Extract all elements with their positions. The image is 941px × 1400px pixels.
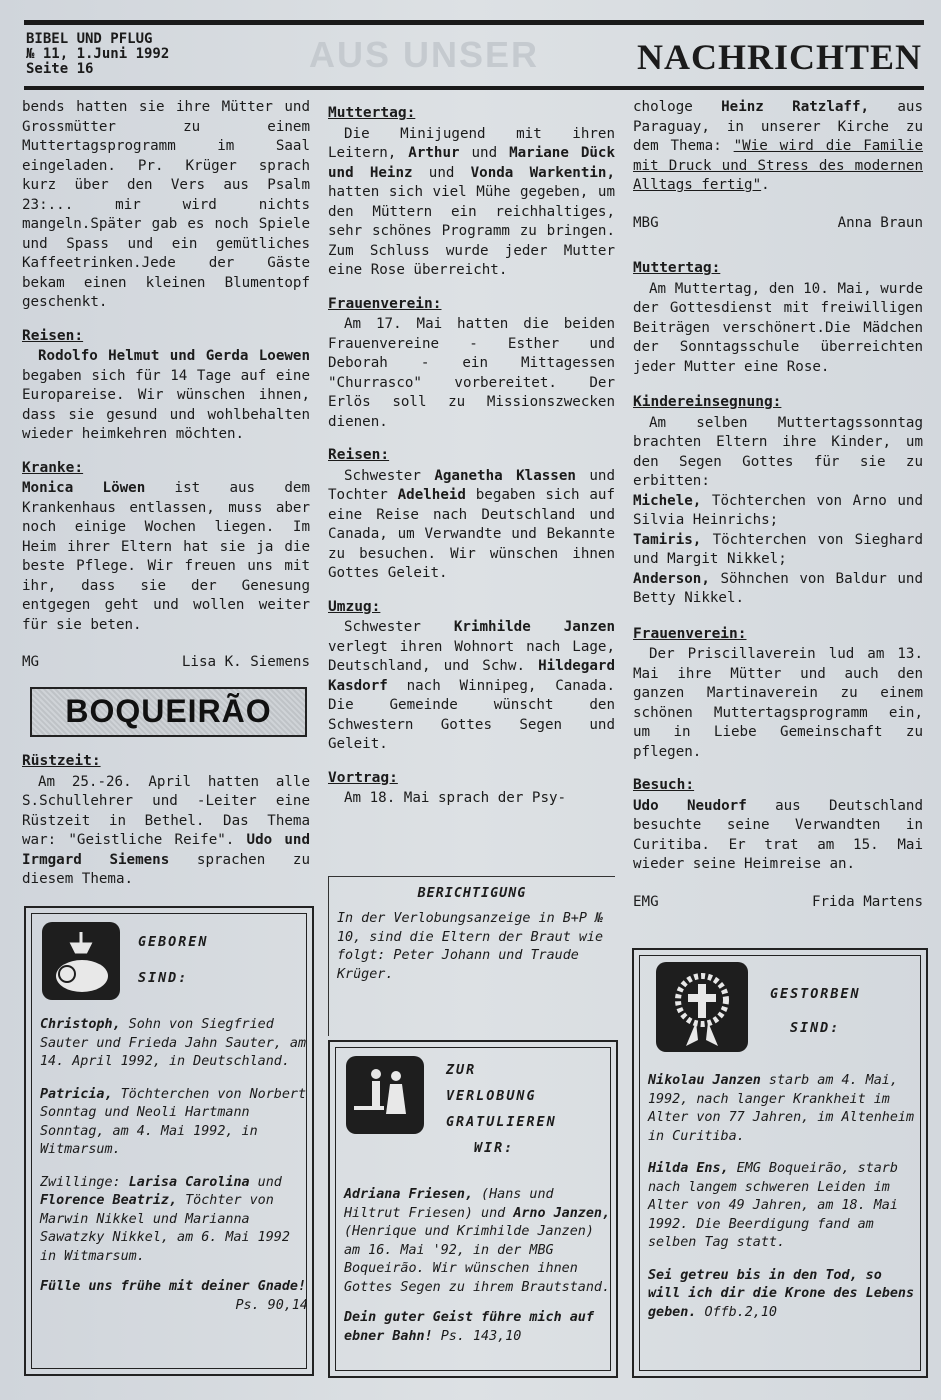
vortrag-paragraph: Am 18. Mai sprach der Psy- [344,790,567,806]
name-fragment: Aganetha Klassen [434,467,576,484]
boqueirao-banner [30,687,307,737]
section-heading-frauenverein: Frauenverein: [328,295,442,312]
death-text: starb am 4. Mai, 1992, nach langer Krankheit im Alter von 77 Jahren, im Altenheim in Curitiba. [648,1073,915,1144]
berichtigung-heading: BERICHTIGUNG [417,886,527,901]
name-fragment: Arthur [408,145,460,161]
birth-text: Sohn von Siegfried Sauter und Frieda Jahn Sauter, am 14. April 1992, in Deutschland. [40,1017,307,1069]
column-1 [22,98,310,673]
name-fragment: Udo Neudorf [633,797,747,814]
masthead-meta [26,32,169,77]
umzug-paragraph [328,618,615,755]
text-fragment: Die Minijugend mit ihren Leitern, [328,125,615,161]
text-fragment: aus Deutschland besuchte seine Verwandten in Curitiba. Er trat am 15. Mai wieder seine Heimreise an. [633,797,923,872]
rustzeit-text: Am 25.-26. April hatten alle S.Schullehrer und -Leiter eine Rüstzeit in Bethel. Das Thema war: "Geistliche Reife". [22,773,310,848]
rustzeit-end: sprachen zu diesem Thema. [22,851,310,887]
name-fragment: Hildegard Kasdorf [328,658,615,694]
signature-author: Frida Martens [811,893,923,910]
signature-2 [633,214,923,234]
section-heading-besuch: Besuch: [633,777,695,793]
child-name: Florence Beatriz, [40,1193,178,1208]
rustzeit-paragraph [22,773,310,890]
verse-reference: Ps. 143,10 [440,1328,522,1344]
section-heading-muttertag-2: Muttertag: [633,260,721,276]
birth-text: Töchterchen von Norbert Sonntag und Neoli Hartmann Sonntag, am 4. Mai 1992, in Witmarsum. [40,1086,307,1157]
child-name: Patricia, [40,1086,113,1102]
child-name: Michele, [633,492,702,509]
reisen-paragraph [22,347,310,445]
person-name: Arno Janzen, [513,1205,611,1221]
text-fragment: begaben sich auf eine Reise nach Deutschland und Canada, um Verwandte und Bekannte zu besuchen. Wir wünschen ihnen Gottes Geleit. [328,487,615,581]
signature-3 [633,893,923,913]
frauenverein-2-paragraph: Der Priscillaverein lud am 13. Mai ihre Mütter und auch den ganzen Martinaverein zu einem schönen Muttertagsprogramm ein, um in Liebe Gemeinschaft zu pflegen. [633,646,923,760]
column-2 [328,104,615,809]
masthead-top-rule [24,20,924,25]
verlobung-verse [344,1309,612,1346]
gestorben-box-inner [639,955,921,1371]
birth-text: und [249,1174,282,1190]
rustzeit-names: Udo und Irmgard Siemens [22,832,311,868]
engagement-text: (Henrique und Krimhilde Janzen) am 16. Mai '92, in der MBG Boqueirão. Wir wünschen ihnen Gottes Segen zu ihrem Brautstand. [344,1224,611,1295]
masthead [24,20,924,94]
text-fragment: . [761,177,770,193]
child-name: Anderson, [633,570,710,587]
child-entry [633,570,923,609]
child-entry [633,492,923,531]
death-entry [648,1160,920,1253]
verlobung-heading-1: ZUR [446,1063,477,1078]
person-name: Hilda Ens, [648,1161,729,1176]
geboren-verse [40,1278,308,1313]
section-heading-reisen: Reisen: [22,327,84,344]
name-fragment: Heinz Ratzlaff, [721,99,870,115]
intro-paragraph: bends hatten sie ihre Mütter und Grossmütter zu einem Muttertagsprogramm im Saal eingeladen. Pr. Krüger sprach kurz über den Vers aus Psalm 23:... mir wird nichts mangeln.Später gab es noch Spiele und Spass und ein gemütliches Kaffeetrinken.Jede der Gäste bekam einen kleinen Blumentopf geschenkt. [22,99,310,310]
signature-author: Lisa K. Siemens [181,654,310,670]
child-text: Söhnchen von Baldur und Betty Nikkel. [633,570,923,606]
verse-text: Sei getreu bis in den Tod, so will ich dir die Krone des Lebens geben. [648,1267,915,1320]
name-fragment: Mariane Dück und Heinz [328,145,616,181]
text-fragment: hatten sich viel Mühe gegeben, um den Müttern ein reichhaltiges, sehr schönes Programm zu bringen. Zum Schluss wurde jeder Mutter eine Rose überreicht. [328,184,615,278]
section-title: NACHRICHTEN [636,37,922,77]
section-heading-kindereinsegnung: Kindereinsegnung: [633,394,782,410]
verse-text: Fülle uns frühe mit deiner Gnade! [40,1279,307,1294]
child-text: Töchterchen von Sieghard und Margit Nikkel; [633,531,923,567]
section-heading-muttertag: Muttertag: [328,105,416,121]
gestorben-verse [648,1267,920,1323]
couple-icon [346,1056,424,1134]
text-fragment: und [412,164,471,181]
name-fragment: Krimhilde Janzen [453,619,615,635]
lecture-title: "Wie wird die Familie mit Druck und Stress des modernen Alltags fertig" [633,138,923,193]
section-heading-rustzeit: Rüstzeit: [22,753,101,769]
verlobung-heading-2: VERLOBUNG [446,1089,537,1104]
berichtigung-box [328,876,615,1036]
gestorben-entries [648,1072,920,1322]
birth-text: Töchter von Marwin Nikkel und Marianna Sawatzky Nikkel, am 6. Mai 1992 in Witmarsum. [40,1193,290,1264]
banner-title: BOQUEIRÃO [65,693,272,729]
signature-1 [22,653,310,673]
vortrag-continued [633,98,923,196]
signature-author: Anna Braun [837,214,923,231]
muttertag-paragraph [328,125,615,281]
text-fragment: und [459,145,510,161]
ghost-title: AUS UNSER [309,34,540,75]
section-heading-frauenverein-2: Frauenverein: [633,625,747,642]
child-name: Christoph, [40,1017,121,1032]
verse-reference: Offb.2,10 [704,1304,777,1320]
geboren-heading-2: SIND: [138,971,189,986]
child-name: Tamiris, [633,531,702,548]
verlobung-heading-4: WIR: [474,1141,515,1156]
birth-entry [40,1086,308,1160]
reisen-text: begaben sich für 14 Tage auf eine Europareise. Wir wünschen ihnen, dass sie gesund und wohlbehalten wieder heimkehren möchten. [22,367,310,442]
page-number: Seite 16 [26,61,94,77]
reisen-2-paragraph [328,467,615,584]
text-fragment: nach Winnipeg, Canada. Die Gemeinde wünscht den Schwestern Gottes Segen und Geleit. [328,677,615,752]
column-3 [633,98,923,912]
reisen-names: Rodolfo Helmut und Gerda Loewen [38,348,310,364]
name-fragment: Adelheid [397,487,466,503]
child-text: Töchterchen von Arno und Silvia Heinrichs; [633,492,923,528]
baby-icon [42,922,120,1000]
text-fragment: verlegt ihren Wohnort nach Lage, Deutschland, und Schw. [328,638,615,674]
frauenverein-paragraph: Am 17. Mai hatten die beiden Frauenvereine - Esther und Deborah - ein Mittagessen "Churrasco" vorbereitet. Der Erlös soll zu Missionszwecken dienen. [328,316,615,430]
signature-church: MG [22,654,40,670]
signature-church: MBG [633,214,659,231]
name-fragment: Vonda Warkentin, [470,164,615,181]
birth-entry [40,1016,308,1072]
verlobung-box-inner [335,1047,611,1371]
death-entry [648,1072,920,1146]
besuch-paragraph [633,797,923,875]
verlobung-entries [344,1186,612,1346]
kranke-text: ist aus dem Krankenhaus entlassen, muss aber noch einige Wochen liegen. Im Heim ihrer Eltern hat sie ja die beste Pflege. Wir freuen uns mit ihr, dass sie der Genesung entgegen geht und wollen weiter für sie beten. [22,480,310,633]
section-heading-umzug: Umzug: [328,598,381,615]
section-heading-vortrag: Vortrag: [328,769,398,786]
column-1-lower [22,752,310,890]
text-fragment: Schwester [344,619,454,635]
issue-number: № 11, 1.Juni 1992 [26,46,170,62]
publication-name: BIBEL UND PFLUG [26,31,153,47]
masthead-bottom-rule [24,86,924,90]
child-name: Larisa Carolina [128,1174,250,1190]
kranke-name: Monica Löwen [22,480,146,496]
gestorben-heading: GESTORBEN [770,987,861,1002]
verse-reference: Ps. 90,14 [235,1297,308,1313]
geboren-heading: GEBOREN [138,935,209,950]
verse-text: Dein guter Geist führe mich auf ebner Bahn! [344,1310,594,1344]
muttertag-2-paragraph: Am Muttertag, den 10. Mai, wurde der Gottesdienst mit freiwilligen Beiträgen verschönert.Die Mädchen der Sonntagsschule überreichten jeder Mutter eine Rose. [633,280,923,375]
child-entry [633,531,923,570]
berichtigung-text: In der Verlobungsanzeige in B+P № 10, sind die Eltern der Braut wie folgt: Peter Johann und Traude Krüger. [337,910,604,983]
text-fragment: und Tochter [328,467,615,503]
birth-text: Zwillinge: [40,1174,129,1190]
section-heading-kranke: Kranke: [22,459,84,476]
wreath-cross-icon [656,962,748,1052]
verlobung-box [328,1040,618,1378]
text-fragment: aus Paraguay, in unserer Kirche zu dem Thema: [633,99,923,154]
geboren-box [24,906,314,1376]
kindereinsegnung-paragraph: Am selben Muttertagssonntag brachten Eltern ihre Kinder, um den Segen Gottes für sie zu erbitten: [633,414,923,489]
text-fragment: chologe [633,99,722,115]
kranke-paragraph [22,479,310,635]
text-fragment: Schwester [344,467,435,484]
birth-entry [40,1174,308,1267]
person-name: Adriana Friesen, [344,1187,473,1202]
section-heading-reisen-2: Reisen: [328,447,390,463]
signature-church: EMG [633,893,659,910]
death-text: EMG Boqueirão, starb nach langem schweren Leiden im Alter von 49 Jahren, am 18. Mai 1992. Die Beerdigung fand am selben Tag statt. [648,1161,898,1250]
verlobung-heading-3: GRATULIEREN [446,1115,557,1130]
gestorben-heading-2: SIND: [790,1021,841,1036]
person-name: Nikolau Janzen [648,1073,761,1088]
engagement-entry [344,1186,612,1297]
gestorben-box [632,948,928,1378]
engagement-text: (Hans und Hiltrut Friesen) und [344,1187,554,1221]
geboren-entries [40,1016,308,1315]
geboren-box-inner [31,913,307,1369]
